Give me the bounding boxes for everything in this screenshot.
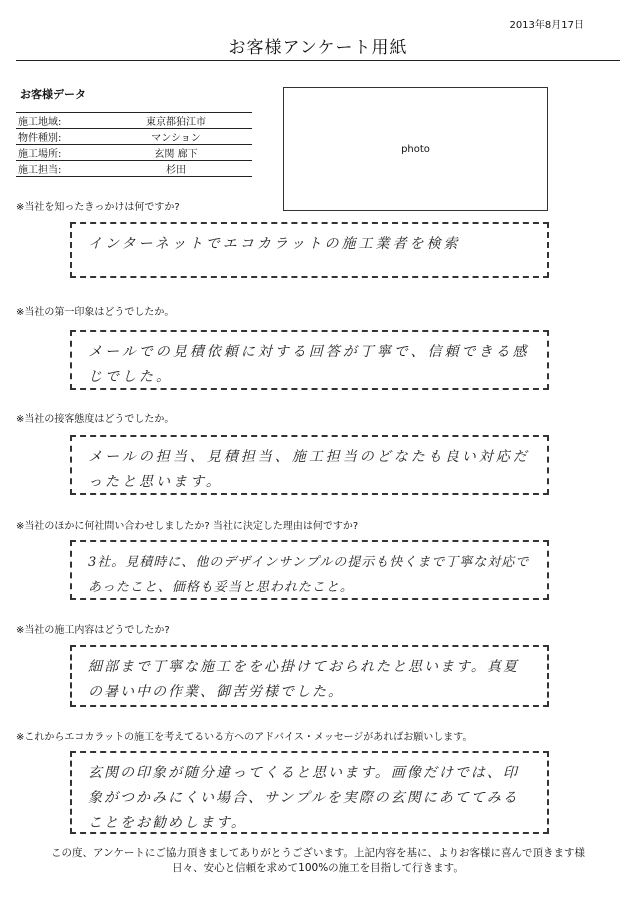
question-6: ※これからエコカラットの施工を考えてるいる方へのアドバイス・メッセージがあればお願いします。 [16,732,473,743]
answer-box-4 [70,540,549,600]
row-value: マンション [100,129,252,145]
question-1: ※当社を知ったきっかけは何ですか? [16,202,180,213]
survey-date: 2013年8月17日 [509,20,584,31]
title-divider [16,60,620,61]
row-value: 玄関 廊下 [100,145,252,161]
answer-4-text: 3社。見積時に、他のデザインサンプルの提示も快くまで丁寧な対応であったこと、価格も妥当と思われたこと。 [88,555,530,595]
question-3: ※当社の接客態度はどうでしたか。 [16,414,175,425]
row-value: 東京都狛江市 [100,113,252,129]
customer-data-table [16,112,252,177]
answer-2-text: メールでの見積依頼に対する回答が丁寧で、信頼できる感じでした。 [88,344,530,385]
answer-box-6 [70,751,549,834]
footer-line-1: この度、アンケートにご協力頂きましてありがとうございます。上記内容を基に、よりお客様に喜んで頂きます様 [50,847,586,859]
photo-label: photo [401,143,430,155]
table-row [16,113,252,129]
question-4: ※当社のほかに何社問い合わせしましたか? 当社に決定した理由は何ですか? [16,521,359,532]
answer-6-text: 玄関の印象が随分違ってくると思います。画像だけでは、印象がつかみにくい場合、サンプルを実際の玄関にあててみることをお勧めします。 [88,765,519,831]
answer-box-2 [70,330,549,390]
photo-placeholder [283,87,548,211]
page-title: お客様アンケート用紙 [228,38,408,58]
row-label: 施工地域: [16,113,100,129]
row-value: 杉田 [100,161,252,177]
answer-box-1 [70,222,549,278]
table-row [16,145,252,161]
row-label: 施工場所: [16,145,100,161]
footer-line-2: 日々、安心と信頼を求めて100%の施工を目指して行きます。 [172,862,464,874]
answer-1-text: インターネットでエコカラットの施工業者を検索 [88,236,461,252]
answer-box-5 [70,645,549,707]
table-row [16,161,252,177]
question-5: ※当社の施工内容はどうでしたか? [16,625,170,636]
answer-box-3 [70,435,549,495]
row-label: 物件種別: [16,129,100,145]
answer-5-text: 細部まで丁寧な施工をを心掛けておられたと思います。真夏の暑い中の作業、御苦労様でした。 [88,659,519,700]
question-2: ※当社の第一印象はどうでしたか。 [16,307,175,318]
customer-data-heading: お客様データ [20,88,86,101]
answer-3-text: メールの担当、見積担当、施工担当のどなたも良い対応だったと思います。 [88,449,530,490]
table-row [16,129,252,145]
row-label: 施工担当: [16,161,100,177]
